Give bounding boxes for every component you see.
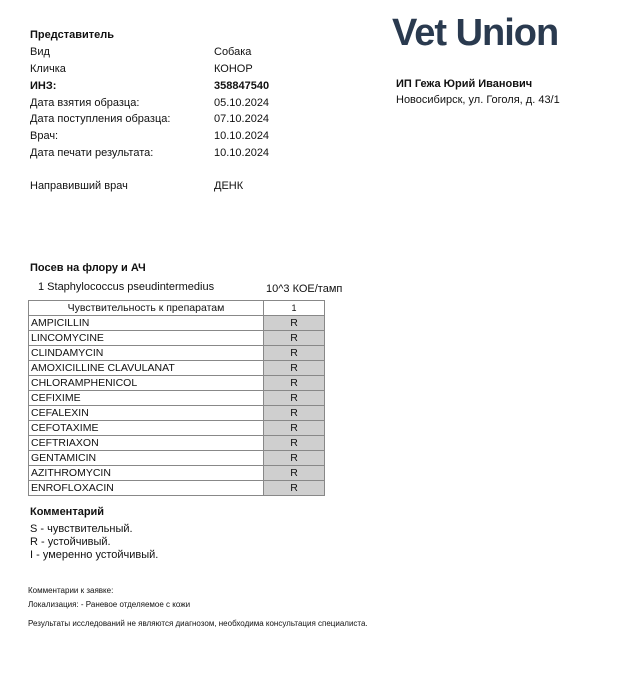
table-row	[29, 406, 325, 421]
clinic-address: Новосибирск, ул. Гоголя, д. 43/1	[396, 94, 560, 106]
representative-title: Представитель	[30, 29, 114, 41]
drug-name: AMOXICILLINE CLAVULANAT	[29, 361, 264, 376]
info-label: ИНЗ:	[30, 80, 57, 92]
organism-name: 1 Staphylococcus pseudintermedius	[38, 281, 215, 293]
sensitivity-table	[28, 300, 325, 496]
clinic-name: ИП Гежа Юрий Иванович	[396, 78, 533, 90]
drug-result: R	[264, 316, 325, 331]
info-row-received-date	[30, 113, 290, 127]
info-label: Направивший врач	[30, 180, 128, 192]
drug-result: R	[264, 436, 325, 451]
info-row-sample-date	[30, 97, 290, 111]
drug-name: CEFIXIME	[29, 391, 264, 406]
drug-result: R	[264, 376, 325, 391]
info-value: 07.10.2024	[214, 113, 270, 125]
drug-result: R	[264, 361, 325, 376]
drug-result: R	[264, 391, 325, 406]
drug-name: AZITHROMYCIN	[29, 466, 264, 481]
disclaimer-note: Результаты исследований не являются диагнозом, необходима консультация специалиста.	[28, 619, 368, 628]
drug-result: R	[264, 421, 325, 436]
table-row	[29, 436, 325, 451]
info-row-referring-doctor	[30, 180, 290, 194]
info-row-print-date	[30, 147, 290, 161]
organism-concentration: 10^3 КОЕ/тамп	[266, 283, 343, 295]
table-row	[29, 481, 325, 496]
drug-name: CEFOTAXIME	[29, 421, 264, 436]
info-label: Дата взятия образца:	[30, 97, 140, 109]
info-label: Дата поступления образца:	[30, 113, 171, 125]
info-label: Дата печати результата:	[30, 147, 154, 159]
legend-resistant: R - устойчивый.	[30, 536, 111, 548]
drug-result: R	[264, 451, 325, 466]
info-row-inz	[30, 80, 290, 94]
table-row	[29, 391, 325, 406]
info-value: 358847540	[214, 80, 270, 92]
order-comments-label: Комментарии к заявке:	[28, 586, 114, 595]
drug-result: R	[264, 466, 325, 481]
drug-name: CEFALEXIN	[29, 406, 264, 421]
table-row	[29, 376, 325, 391]
table-header-drug: Чувствительность к препаратам	[29, 301, 264, 316]
info-value: ДЕНК	[214, 180, 244, 192]
table-header-row	[29, 301, 325, 316]
drug-name: AMPICILLIN	[29, 316, 264, 331]
drug-name: LINCOMYCINE	[29, 331, 264, 346]
drug-name: ENROFLOXACIN	[29, 481, 264, 496]
info-value: КОНОР	[214, 63, 253, 75]
table-row	[29, 346, 325, 361]
table-row	[29, 466, 325, 481]
info-value: 10.10.2024	[214, 130, 270, 142]
info-value: 05.10.2024	[214, 97, 270, 109]
info-label: Врач:	[30, 130, 59, 142]
info-label: Вид	[30, 46, 50, 58]
info-value: Собака	[214, 46, 252, 58]
table-row	[29, 451, 325, 466]
drug-result: R	[264, 481, 325, 496]
vet-union-logo: Vet Union	[392, 12, 559, 54]
table-row	[29, 331, 325, 346]
legend-intermediate: I - умеренно устойчивый.	[30, 549, 159, 561]
comments-title: Комментарий	[30, 506, 105, 518]
drug-name: CLINDAMYCIN	[29, 346, 264, 361]
info-row-name	[30, 63, 290, 77]
table-header-column: 1	[264, 301, 325, 316]
drug-result: R	[264, 406, 325, 421]
table-row	[29, 316, 325, 331]
info-row-doctor	[30, 130, 290, 144]
table-row	[29, 361, 325, 376]
culture-title: Посев на флору и АЧ	[30, 262, 146, 274]
drug-name: CHLORAMPHENICOL	[29, 376, 264, 391]
info-label: Кличка	[30, 63, 66, 75]
drug-result: R	[264, 331, 325, 346]
drug-name: GENTAMICIN	[29, 451, 264, 466]
info-value: 10.10.2024	[214, 147, 270, 159]
info-row-species	[30, 46, 290, 60]
table-row	[29, 421, 325, 436]
drug-result: R	[264, 346, 325, 361]
localization-note: Локализация: - Раневое отделяемое с кожи	[28, 600, 191, 609]
legend-sensitive: S - чувствительный.	[30, 523, 133, 535]
drug-name: CEFTRIAXON	[29, 436, 264, 451]
